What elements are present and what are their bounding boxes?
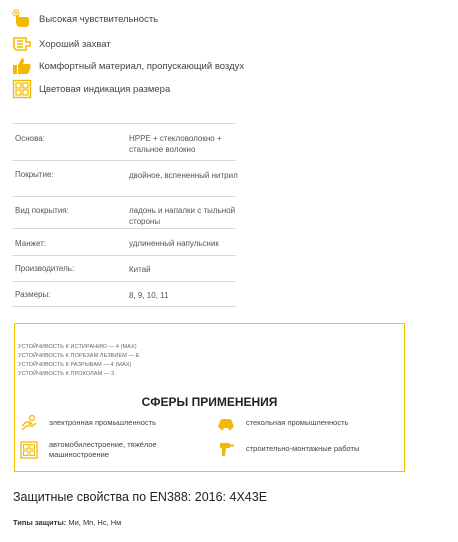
application-text: строительно-монтажные работы xyxy=(246,444,360,453)
feature-item-comfort xyxy=(12,56,244,76)
feature-item-grip xyxy=(12,34,111,54)
feature-item-sensitivity xyxy=(12,9,158,29)
spec-value: удлиненный напульсник xyxy=(129,239,219,248)
application-text: электронная промышленность xyxy=(49,418,157,427)
resistance-line: УСТОЙЧИВОСТЬ К ИСТИРАНИЮ — 4 (MAX) xyxy=(18,344,137,350)
application-electronics xyxy=(20,414,156,432)
feature-text: Высокая чувствительность xyxy=(39,13,159,25)
spec-row-sizes xyxy=(12,281,236,307)
protection-label: Типы защиты: xyxy=(13,518,67,527)
feature-text: Комфортный материал, пропускающий воздух xyxy=(39,60,245,72)
electronics-hand-icon xyxy=(20,414,38,432)
en388-title: Защитные свойства по EN388: 2016: 4X43E xyxy=(13,490,268,504)
protection-value: Ми, Мп, Нс, Нм xyxy=(66,518,122,527)
spheres-title: СФЕРЫ ПРИМЕНЕНИЯ xyxy=(141,395,278,409)
feature-item-color-size xyxy=(12,79,170,99)
spec-row-cuff xyxy=(12,228,236,256)
spec-row-base xyxy=(12,123,236,161)
spec-key: Покрытие: xyxy=(15,170,54,179)
resistance-line: УСТОЙЧИВОСТЬ К РАЗРЫВАМ — 4 (MAX) xyxy=(18,362,132,368)
spec-key: Вид покрытия: xyxy=(15,206,69,215)
application-glass xyxy=(217,414,348,432)
application-construction xyxy=(217,440,359,458)
spec-value: HPPE + стекловолокно + стальное волокно xyxy=(129,134,222,154)
spec-value: Китай xyxy=(129,265,151,274)
spec-key: Основа: xyxy=(15,134,45,143)
drill-icon xyxy=(217,440,235,458)
spec-key: Размеры: xyxy=(15,290,51,299)
grid-factory-icon xyxy=(20,441,38,459)
size-grid-icon xyxy=(12,79,32,99)
protection-types xyxy=(13,518,121,527)
application-automotive xyxy=(20,440,189,460)
resistance-line: УСТОЙЧИВОСТЬ К ПОРЕЗАМ ЛЕЗВИЕМ — Е xyxy=(18,353,140,359)
finger-touch-icon xyxy=(12,9,32,29)
application-text: стекольная промышленность xyxy=(246,418,349,427)
spec-value: ладонь и напалки с тыльной стороны xyxy=(129,206,236,226)
spec-key: Производитель: xyxy=(15,264,75,273)
feature-text: Хороший захват xyxy=(39,38,111,50)
spec-value: двойное, вспененный нитрил xyxy=(129,171,238,180)
applications-box xyxy=(14,323,405,472)
thumbs-up-icon xyxy=(12,56,32,76)
spec-row-coating xyxy=(12,160,236,197)
spec-value: 8, 9, 10, 11 xyxy=(129,291,169,300)
car-icon xyxy=(217,414,235,432)
feature-text: Цветовая индикация размера xyxy=(39,83,171,95)
spec-key: Манжет: xyxy=(15,239,47,248)
application-text: автомобилестроение, тяжёлое машиностроение xyxy=(49,440,157,459)
grip-hand-icon xyxy=(12,34,32,54)
spec-row-coating-type xyxy=(12,196,236,229)
resistance-line: УСТОЙЧИВОСТЬ К ПРОКОЛАМ — 3 xyxy=(18,371,115,377)
spec-row-manufacturer xyxy=(12,255,236,282)
